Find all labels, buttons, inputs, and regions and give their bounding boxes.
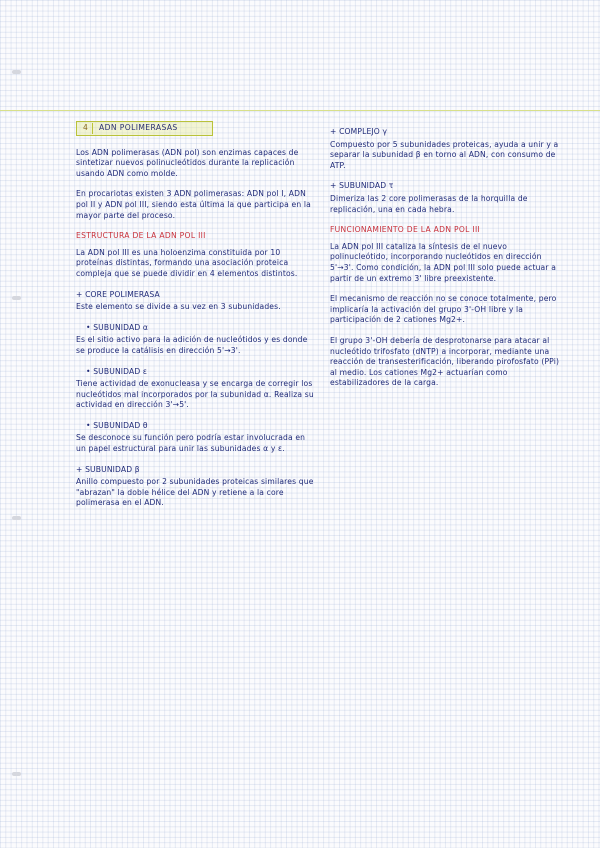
group-paragraph: El grupo 3'-OH debería de desprotonarse para atacar al nucleótido trifosfato (dNTP) a incorporar, mediante una reacción de transesterificación, liberando pirofosfato (PPi) al medio. Los cationes Mg2+ actuarían como estabilizadores de la carga. [330,335,560,388]
alpha-heading: • SUBUNIDAD α [86,322,149,332]
mechanism-paragraph: El mecanismo de reacción no se conoce totalmente, pero implicaría la activación del grupo 3'-OH libre y la participación de 2 cationes Mg2+. [330,294,557,325]
tau-paragraph: Dimeriza las 2 core polimerasas de la horquilla de replicación, una en cada hebra. [330,193,528,214]
tau-heading: + SUBUNIDAD τ [330,181,394,191]
function-paragraph: La ADN pol III cataliza la síntesis de el nuevo polinucleótido, incorporando nucleótidos en dirección 5'→3'. Como condición, la ADN pol III solo puede actuar a partir de un extremo 3' libre preexistente. [330,241,556,283]
theta-heading: • SUBUNIDAD θ [86,420,148,430]
binder-hole-mark [12,772,21,776]
structure-paragraph: La ADN pol III es una holoenzima constituida por 10 proteínas distintas, formando una asociación proteica compleja que se puede dividir en 4 elementos distintos. [76,247,298,278]
epsilon-heading: • SUBUNIDAD ε [86,366,148,376]
core-paragraph: Este elemento se divide a su vez en 3 subunidades. [76,302,281,312]
epsilon-paragraph: Tiene actividad de exonucleasa y se encarga de corregir los nucleótidos mal incorporados por la subunidad α. Realiza su actividad en dirección 3'→5'. [76,379,314,410]
structure-heading: ESTRUCTURA DE LA ADN POL III [76,231,206,241]
section-title-text: ADN POLIMERASAS [98,123,178,132]
prokaryotes-paragraph: En procariotas existen 3 ADN polimerasas: ADN pol I, ADN pol II y ADN pol III, siendo esta última la que participa en la mayor parte del proceso. [76,189,311,220]
theta-paragraph: Se desconoce su función pero podría estar involucrada en un papel estructural para unir las subunidades α y ε. [76,433,306,454]
beta-paragraph: Anillo compuesto por 2 subunidades proteicas similares que "abrazan" la doble hélice del ADN y retiene a la core polimerasa en el ADN. [76,477,314,508]
binder-hole-mark [12,70,21,74]
gamma-heading: + COMPLEJO γ [330,127,388,136]
right-column [330,121,562,399]
beta-heading: + SUBUNIDAD β [76,464,140,474]
section-number: 4 [79,123,93,134]
binder-hole-mark [12,296,21,300]
intro-paragraph: Los ADN polimerasas (ADN pol) son enzimas capaces de sintetizar nuevos polinucleótidos durante la replicación usando ADN como molde. [76,147,299,178]
title-box [76,121,213,136]
gamma-paragraph: Compuesto por 5 subunidades proteicas, ayuda a unir y a separar la subunidad β en torno al ADN, con consumo de ATP. [330,139,559,170]
left-column [76,121,316,519]
function-heading: FUNCIONAMIENTO DE LA ADN POL III [330,225,481,235]
binder-hole-mark [12,516,21,520]
core-heading: + CORE POLIMERASA [76,289,160,299]
margin-line [0,110,600,111]
section-title [76,121,316,136]
alpha-paragraph: Es el sitio activo para la adición de nucleótidos y es donde se produce la catálisis en dirección 5'→3'. [76,335,308,355]
